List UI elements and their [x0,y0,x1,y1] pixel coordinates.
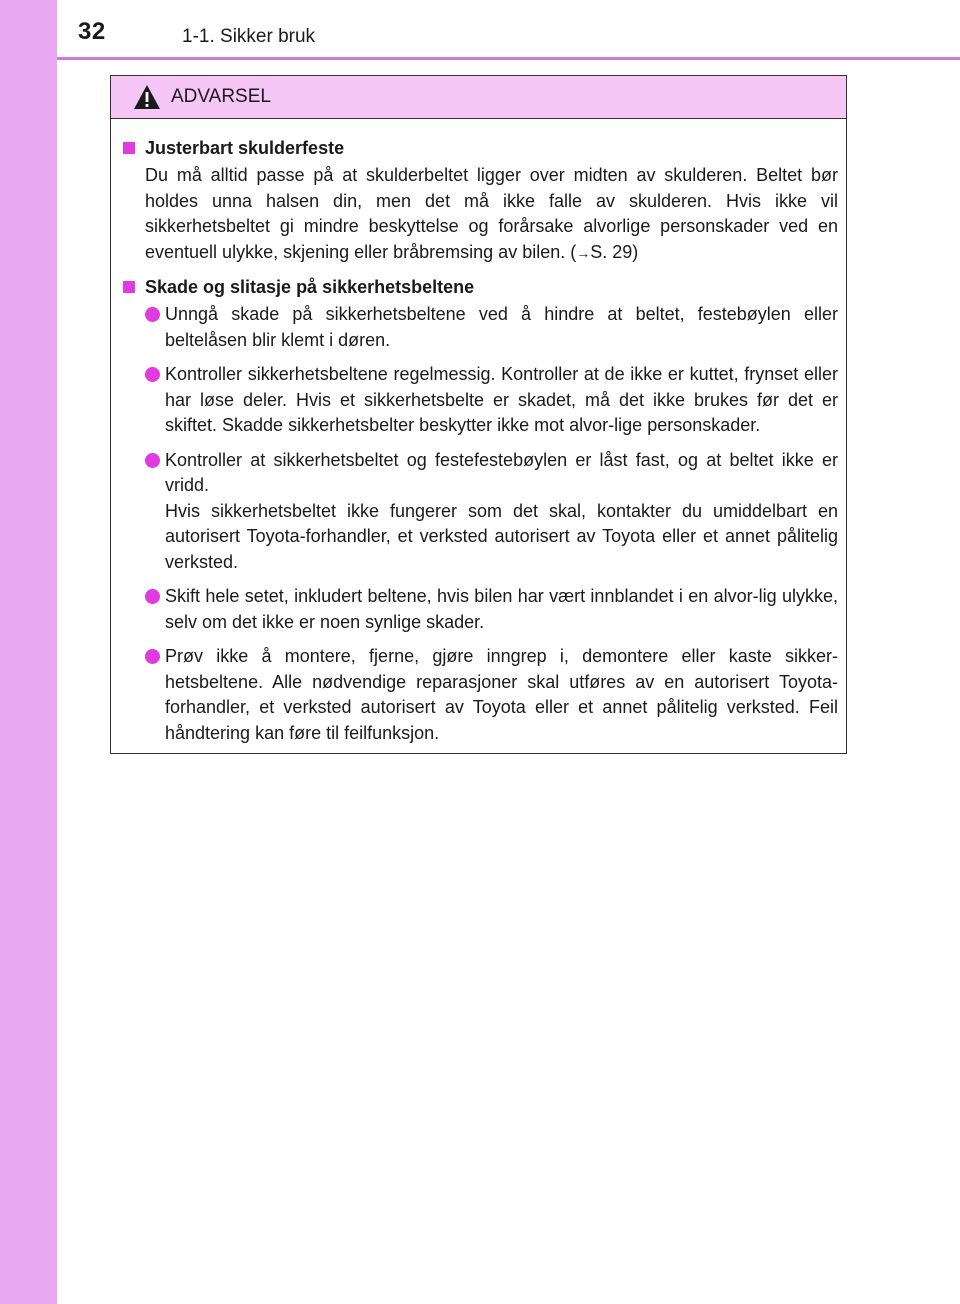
header-rule [57,57,960,60]
list-item [121,584,838,635]
list-item [121,448,838,576]
warning-header [111,76,846,119]
round-bullet-icon [145,307,160,322]
list-item-continuation: Hvis sikkerhetsbeltet ikke fungerer som det skal, kontakter du umiddelbart en autorisert Toyota-forhandler, et verksted autorisert av Toyota eller et annet pålitelig verksted. [165,500,838,572]
page-reference: S. 29) [590,241,639,262]
section-heading-text: Skade og slitasje på sikkerhetsbeltene [145,277,475,297]
list-item-text: Kontroller sikkerhetsbeltene regelmessig. Kontroller at de ikke er kuttet, frynset eller har løse deler. Hvis et sikkerhetsbelte er skadet, må det ikke brukes før det er skiftet. Skadde sikkerhetsbelter beskytter ikke mot alvor-lige personskader. [165,364,838,435]
warning-triangle-icon [133,84,161,110]
section-heading [121,274,838,300]
list-item-text: Unngå skade på sikkerhetsbeltene ved å hindre at beltet, festebøylen eller beltelåsen blir klemt i døren. [165,304,838,350]
section-heading [121,135,838,161]
square-bullet-icon [123,281,135,293]
warning-box [110,75,847,754]
warning-body [111,119,846,746]
list-item-text: Prøv ikke å montere, fjerne, gjøre inngrep i, demontere eller kaste sikker-hetsbeltene. Alle nødvendige reparasjoner skal utføres av en autorisert Toyota-forhandler, et verksted autorisert av Toyota eller et annet pålitelig verksted. Feil håndtering kan føre til feilfunksjon. [165,646,838,743]
list-item-text: Kontroller at sikkerhetsbeltet og festefestebøylen er låst fast, og at beltet ikke er vridd. [165,449,838,495]
section-heading-text: Justerbart skulderfeste [145,138,345,158]
round-bullet-icon [145,453,160,468]
section-title: 1-1. Sikker bruk [182,26,316,47]
list-item [121,362,838,439]
side-color-strip [0,0,57,1304]
list-item [121,302,838,353]
paragraph [121,163,838,266]
list-item [121,644,838,746]
reference-arrow-icon: → [576,244,591,261]
warning-label: ADVARSEL [171,86,271,107]
round-bullet-icon [145,649,160,664]
list-item-text: Skift hele setet, inkludert beltene, hvis bilen har vært innblandet i en alvor-lig ulykke, selv om det ikke er noen synlige skader. [165,586,838,632]
round-bullet-icon [145,367,160,382]
page-number: 32 [78,18,106,45]
paragraph-text: Du må alltid passe på at skulderbeltet ligger over midten av skulderen. Beltet bør holdes unna halsen din, men det må ikke falle av skulderen. Hvis ikke vil sikkerhetsbeltet gi mindre beskyttelse og forårsake alvorlige personskader ved en eventuell ulykke, skjening eller bråbremsing av bilen. ( [145,165,838,262]
round-bullet-icon [145,589,160,604]
square-bullet-icon [123,142,135,154]
